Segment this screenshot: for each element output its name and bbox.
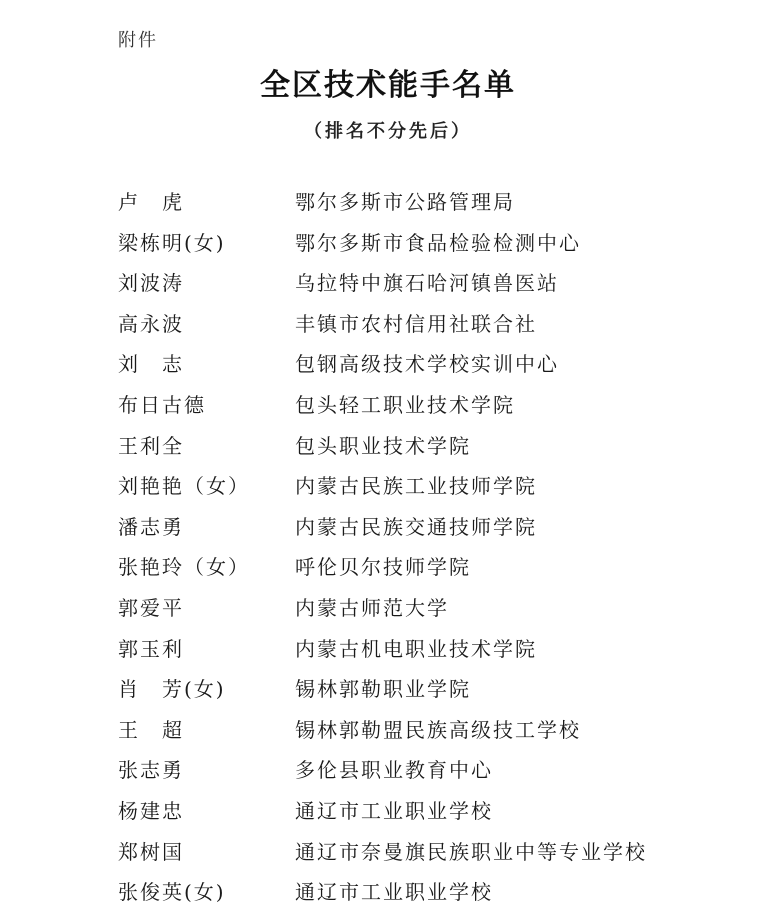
entry-organization: 呼伦贝尔技师学院 <box>295 555 471 580</box>
entry-organization: 通辽市工业职业学校 <box>295 880 493 905</box>
list-item <box>0 673 776 714</box>
entry-organization: 包头职业技术学院 <box>295 433 471 458</box>
entry-organization: 包钢高级技术学校实训中心 <box>295 352 559 377</box>
entry-name: 王利全 <box>118 433 184 458</box>
list-item <box>0 389 776 430</box>
entry-organization: 内蒙古师范大学 <box>295 595 449 620</box>
entry-name: 刘 志 <box>118 352 184 377</box>
entry-organization: 包头轻工职业技术学院 <box>295 392 515 417</box>
list-item <box>0 876 776 917</box>
entry-name: 张志勇 <box>118 758 184 783</box>
list-item <box>0 227 776 268</box>
entry-name: 高永波 <box>118 311 184 336</box>
entry-name: 张俊英(女) <box>118 880 226 905</box>
list-item <box>0 186 776 227</box>
list-item <box>0 511 776 552</box>
list-item <box>0 308 776 349</box>
entry-organization: 内蒙古民族交通技师学院 <box>295 514 537 539</box>
list-item <box>0 795 776 836</box>
entry-name: 郑树国 <box>118 839 184 864</box>
entry-organization: 鄂尔多斯市公路管理局 <box>295 190 515 214</box>
entry-organization: 通辽市工业职业学校 <box>295 798 493 823</box>
entry-organization: 乌拉特中旗石哈河镇兽医站 <box>295 271 559 296</box>
list-item <box>0 633 776 674</box>
entry-name: 郭爱平 <box>118 595 184 620</box>
attachment-label: 附件 <box>118 30 158 51</box>
entry-organization: 锡林郭勒职业学院 <box>295 677 471 702</box>
list-item <box>0 836 776 877</box>
entry-name: 郭玉利 <box>118 636 184 661</box>
list-item <box>0 592 776 633</box>
entry-name: 王 超 <box>118 717 184 742</box>
entry-name: 张艳玲（女） <box>118 555 250 580</box>
entry-organization: 内蒙古民族工业技师学院 <box>295 474 537 499</box>
entry-organization: 通辽市奈曼旗民族职业中等专业学校 <box>295 839 647 864</box>
list-item <box>0 267 776 308</box>
entry-organization: 内蒙古机电职业技术学院 <box>295 636 537 661</box>
entry-name: 卢 虎 <box>118 190 184 214</box>
entry-organization: 丰镇市农村信用社联合社 <box>295 311 537 336</box>
entry-name: 刘波涛 <box>118 271 184 296</box>
list-item <box>0 754 776 795</box>
list-item <box>0 551 776 592</box>
entry-organization: 鄂尔多斯市食品检验检测中心 <box>295 230 581 255</box>
entry-name: 杨建忠 <box>118 798 184 823</box>
name-list <box>0 186 776 917</box>
list-item <box>0 430 776 471</box>
entry-organization: 锡林郭勒盟民族高级技工学校 <box>295 717 581 742</box>
document-subtitle: （排名不分先后） <box>304 121 472 142</box>
entry-name: 布日古德 <box>118 392 206 417</box>
entry-name: 梁栋明(女) <box>118 230 226 255</box>
entry-name: 潘志勇 <box>118 514 184 539</box>
entry-organization: 多伦县职业教育中心 <box>295 758 493 783</box>
document-title: 全区技术能手名单 <box>260 68 516 103</box>
list-item <box>0 714 776 755</box>
list-item <box>0 470 776 511</box>
list-item <box>0 348 776 389</box>
entry-name: 肖 芳(女) <box>118 677 226 702</box>
entry-name: 刘艳艳（女） <box>118 474 250 499</box>
